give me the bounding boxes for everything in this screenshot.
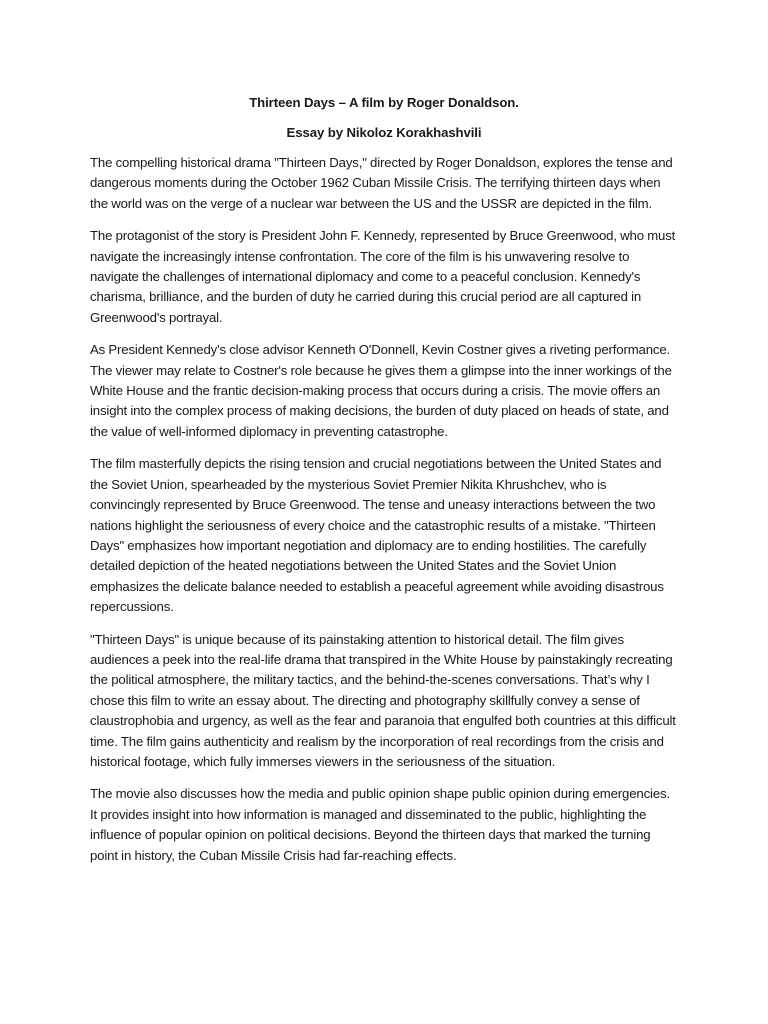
essay-title: Thirteen Days – A film by Roger Donaldson. — [249, 95, 519, 110]
essay-author-line: Essay by Nikoloz Korakhashvili — [286, 125, 482, 140]
paragraph-6: The movie also discusses how the media and public opinion shape public opinion during emergencies. It provides insight into how information is managed and disseminated to the public, highlighting the influence of popular opinion on political decisions. Beyond the thirteen days that marked the turning point in history, the Cuban Missile Crisis had far-reaching effects. — [90, 786, 670, 863]
paragraph-2: The protagonist of the story is President John F. Kennedy, represented by Bruce Greenwood, who must navigate the increasingly intense confrontation. The core of the film is his unwavering resolve to navigate the challenges of international diplomacy and come to a peaceful conclusion. Kennedy's charisma, brilliance, and the burden of duty he carried during this crucial period are all captured in Greenwood's portrayal. — [90, 228, 676, 325]
paragraph-5: "Thirteen Days" is unique because of its painstaking attention to historical detail. The film gives audiences a peek into the real-life drama that transpired in the White House by painstakingly recreating the political atmosphere, the military tactics, and the behind-the-scenes conversations. That’s why I chose this film to write an essay about. The directing and photography skillfully convey a sense of claustrophobia and urgency, as well as the fear and paranoia that engulfed both countries at this difficult time. The film gains authenticity and realism by the incorporation of real recordings from the crisis and historical footage, which fully immerses viewers in the seriousness of the situation. — [90, 631, 676, 769]
paragraph-1: The compelling historical drama "Thirteen Days," directed by Roger Donaldson, explores the tense and dangerous moments during the October 1962 Cuban Missile Crisis. The terrifying thirteen days when the world was on the verge of a nuclear war between the US and the USSR are depicted in the film. — [90, 155, 673, 211]
paragraph-4: The film masterfully depicts the rising tension and crucial negotiations between the United States and the Soviet Union, spearheaded by the mysterious Soviet Premier Nikita Khrushchev, who is convincingly represented by Bruce Greenwood. The tense and uneasy interactions between the two nations highlight the seriousness of every choice and the catastrophic results of a mistake. "Thirteen Days" emphasizes how important negotiation and diplomacy are to ending hostilities. The carefully detailed depiction of the heated negotiations between the United States and the Soviet Union emphasizes the delicate balance needed to establish a peaceful agreement while avoiding disastrous repercussions. — [90, 456, 664, 615]
paragraph-3: As President Kennedy's close advisor Kenneth O'Donnell, Kevin Costner gives a riveting performance. The viewer may relate to Costner's role because he gives them a glimpse into the inner workings of the White House and the frantic decision-making process that occurs during a crisis. The movie offers an insight into the complex process of making decisions, the burden of duty placed on heads of state, and the value of well-informed diplomacy in preventing catastrophe. — [90, 342, 672, 439]
